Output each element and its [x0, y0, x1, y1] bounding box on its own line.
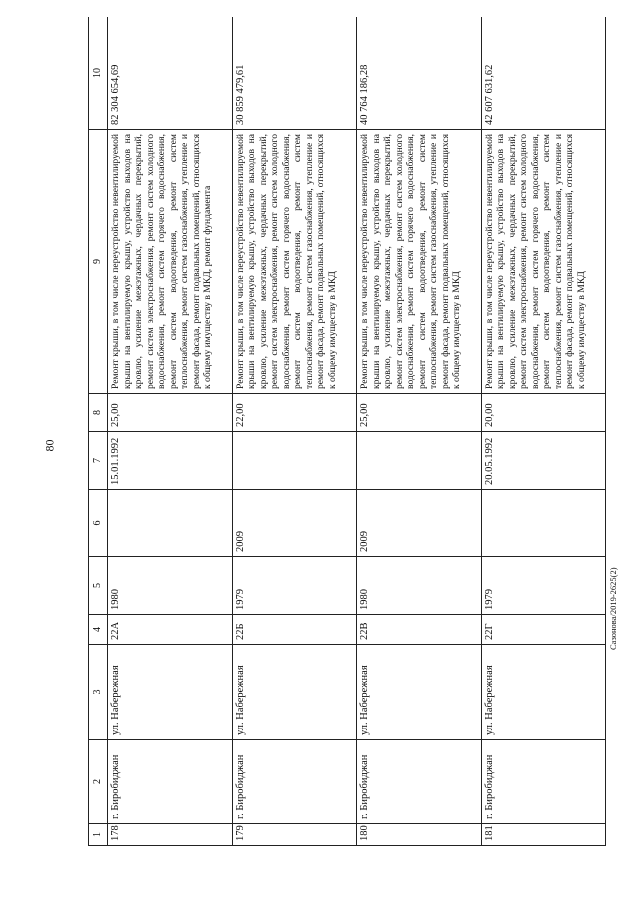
cost-cell: 30 859 479,61 [232, 17, 357, 130]
header-cell: 7 [89, 432, 108, 490]
street-cell: ул. Набережная [481, 645, 606, 740]
register-table [88, 17, 606, 846]
wear-cell: 25,00 [357, 394, 482, 432]
cost-cell: 40 764 186,28 [357, 17, 482, 130]
city-cell: г. Биробиджан [357, 740, 482, 824]
header-row [89, 17, 108, 846]
table-row [481, 17, 606, 846]
header-cell: 9 [89, 130, 108, 394]
year-repair-cell [481, 490, 606, 557]
city-cell: г. Биробиджан [232, 740, 357, 824]
table-row [357, 17, 482, 846]
table-row [232, 17, 357, 846]
year-built-cell: 1979 [481, 557, 606, 615]
works-cell: Ремонт крыши, в том числе переустройство невентилируемой крыши на вентилируемую крышу, устройство выходов на кровлю, усиление межэтажных, чердачных перекрытий, ремонт систем электроснабжения, ремонт систем холодного водоснабжения, ремонт систем горячего водоснабжения, ремонт систем водоотведения, ремонт систем теплоснабжения, ремонт систем газоснабжения, утепление и ремонт фасада, ремонт подвальных помещений, относящихся к общему имуществу в МКД, ремонт фундамента [108, 130, 233, 394]
document-id: Сазонова/2019-2625(2) [608, 567, 618, 650]
table-row [108, 17, 233, 846]
street-cell: ул. Набережная [108, 645, 233, 740]
city-cell: г. Биробиджан [481, 740, 606, 824]
header-cell: 5 [89, 557, 108, 615]
header-cell: 2 [89, 740, 108, 824]
header-cell: 1 [89, 824, 108, 846]
year-repair-cell: 2009 [357, 490, 482, 557]
works-cell: Ремонт крыши, в том числе переустройство невентилируемой крыши на вентилируемую крышу, устройство выходов на кровлю, усиление межэтажных, чердачных перекрытий, ремонт систем электроснабжения, ремонт систем холодного водоснабжения, ремонт систем горячего водоснабжения, ремонт систем водоотведения, ремонт систем теплоснабжения, ремонт систем газоснабжения, утепление и ремонт фасада, ремонт подвальных помещений, относящихся к общему имуществу в МКД [357, 130, 482, 394]
house-cell: 22Б [232, 615, 357, 645]
street-cell: ул. Набережная [357, 645, 482, 740]
date-cell [357, 432, 482, 490]
header-cell: 3 [89, 645, 108, 740]
city-cell: г. Биробиджан [108, 740, 233, 824]
house-cell: 22В [357, 615, 482, 645]
year-repair-cell [108, 490, 233, 557]
cost-cell: 42 607 631,62 [481, 17, 606, 130]
date-cell: 20.05.1992 [481, 432, 606, 490]
header-cell: 4 [89, 615, 108, 645]
year-built-cell: 1979 [232, 557, 357, 615]
page-number: 80 [42, 439, 57, 452]
house-cell: 22А [108, 615, 233, 645]
works-cell: Ремонт крыши, в том числе переустройство невентилируемой крыши на вентилируемую крышу, устройство выходов на кровлю, усиление межэтажных, чердачных перекрытий, ремонт систем электроснабжения, ремонт систем холодного водоснабжения, ремонт систем горячего водоснабжения, ремонт систем водоотведения, ремонт систем теплоснабжения, ремонт систем газоснабжения, утепление и ремонт фасада, ремонт подвальных помещений, относящихся к общему имуществу в МКД [481, 130, 606, 394]
row-number: 179 [232, 824, 357, 846]
cost-cell: 82 304 654,69 [108, 17, 233, 130]
register-table-container [88, 17, 606, 846]
date-cell: 15.01.1992 [108, 432, 233, 490]
header-cell: 6 [89, 490, 108, 557]
year-repair-cell: 2009 [232, 490, 357, 557]
wear-cell: 20,00 [481, 394, 606, 432]
date-cell [232, 432, 357, 490]
header-cell: 10 [89, 17, 108, 130]
row-number: 181 [481, 824, 606, 846]
house-cell: 22Г [481, 615, 606, 645]
year-built-cell: 1980 [108, 557, 233, 615]
year-built-cell: 1980 [357, 557, 482, 615]
row-number: 180 [357, 824, 482, 846]
row-number: 178 [108, 824, 233, 846]
works-cell: Ремонт крыши, в том числе переустройство невентилируемой крыши на вентилируемую крышу, устройство выходов на кровлю, усиление межэтажных, чердачных перекрытий, ремонт систем электроснабжения, ремонт систем холодного водоснабжения, ремонт систем горячего водоснабжения, ремонт систем водоотведения, ремонт систем теплоснабжения, ремонт систем газоснабжения, утепление и ремонт фасада, ремонт подвальных помещений, относящихся к общему имуществу в МКД [232, 130, 357, 394]
wear-cell: 22,00 [232, 394, 357, 432]
header-cell: 8 [89, 394, 108, 432]
wear-cell: 25,00 [108, 394, 233, 432]
street-cell: ул. Набережная [232, 645, 357, 740]
